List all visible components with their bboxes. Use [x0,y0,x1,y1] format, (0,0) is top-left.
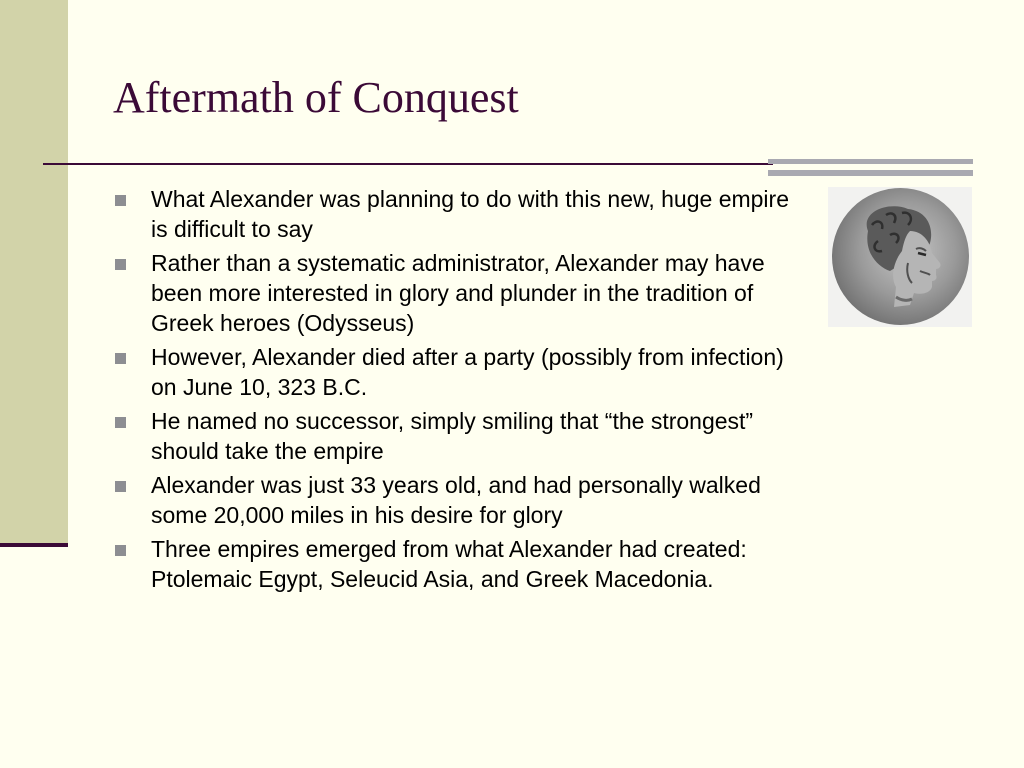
bullet-text: Alexander was just 33 years old, and had personally walked some 20,000 miles in his desire for glory [151,472,761,528]
bullet-item [113,342,793,402]
bullet-item [113,406,793,466]
square-bullet-icon [115,481,126,492]
title-underline [43,163,773,165]
alexander-profile-icon [850,201,950,313]
bullet-list [113,184,793,598]
bullet-text: However, Alexander died after a party (possibly from infection) on June 10, 323 B.C. [151,344,784,400]
square-bullet-icon [115,353,126,364]
left-sidebar-bar [0,0,68,545]
coin-portrait-image [828,187,972,327]
bullet-text: He named no successor, simply smiling that “the strongest” should take the empire [151,408,754,464]
bullet-item [113,248,793,338]
slide-title: Aftermath of Conquest [113,73,519,122]
square-bullet-icon [115,195,126,206]
decorative-bar-top [768,159,973,164]
bullet-text: What Alexander was planning to do with this new, huge empire is difficult to say [151,186,789,242]
left-sidebar-accent [0,543,68,547]
bullet-text: Three empires emerged from what Alexander had created: Ptolemaic Egypt, Seleucid Asia, and Greek Macedonia. [151,536,747,592]
square-bullet-icon [115,417,126,428]
bullet-item [113,470,793,530]
square-bullet-icon [115,545,126,556]
bullet-item [113,534,793,594]
bullet-item [113,184,793,244]
decorative-bar-bottom [768,170,973,176]
bullet-text: Rather than a systematic administrator, Alexander may have been more interested in glory and plunder in the tradition of Greek heroes (Odysseus) [151,250,765,336]
square-bullet-icon [115,259,126,270]
